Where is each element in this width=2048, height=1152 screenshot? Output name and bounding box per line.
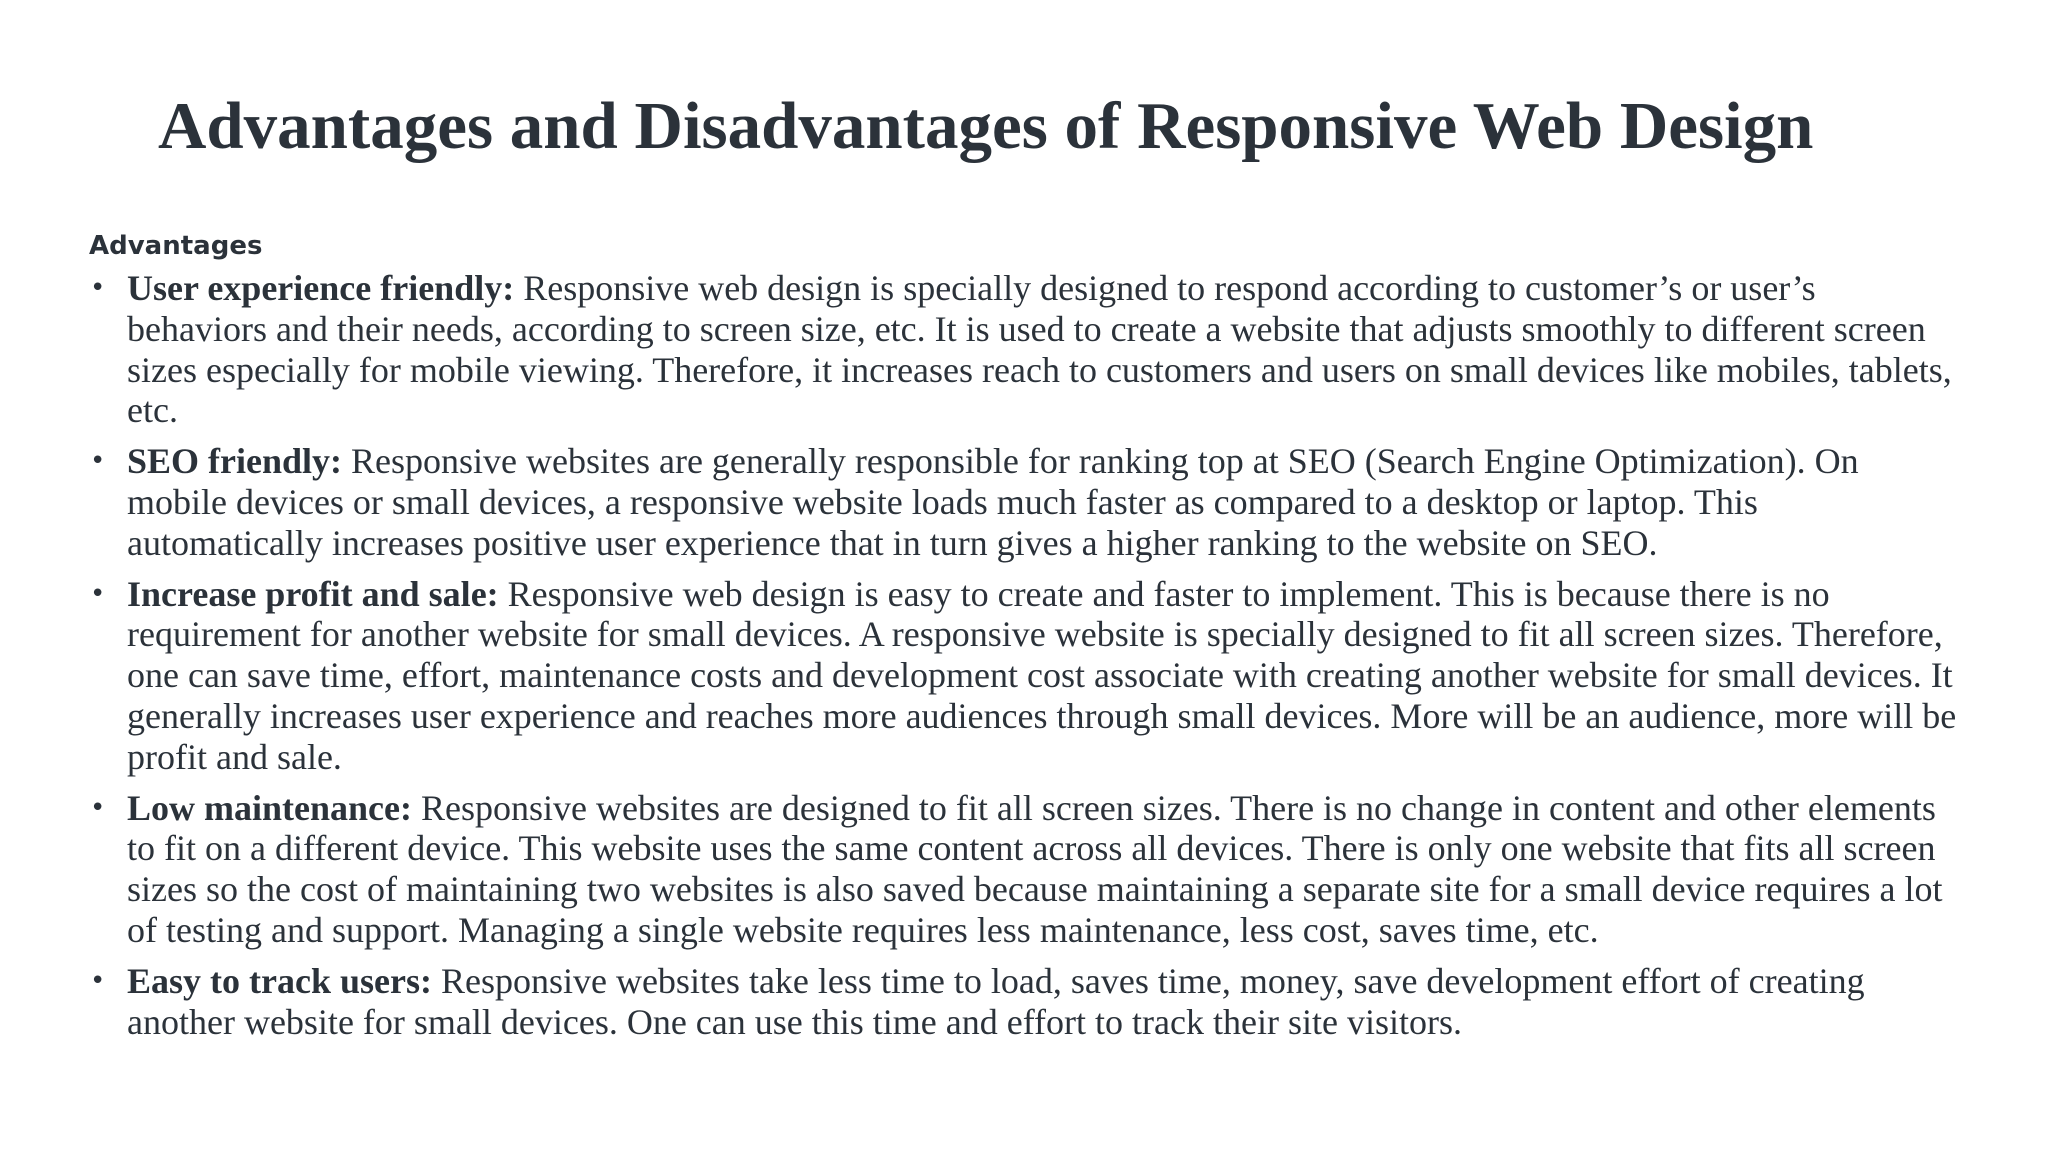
bullet-term: Increase profit and sale: bbox=[127, 573, 499, 614]
bullet-icon: • bbox=[90, 578, 106, 609]
bullet-item-user-experience bbox=[89, 268, 1959, 431]
bullet-text: Responsive web design is easy to create and faster to implement. This is because there is no requirement for another website for small devices. A responsive website is specially designed to fit all screen sizes. Therefore, one can save time, effort, maintenance costs and development cost associate with creating another website for small devices. It generally increases user experience and reaches more audiences through small devices. More will be an audience, more will be profit and sale. bbox=[127, 573, 1957, 777]
bullet-term: Easy to track users: bbox=[127, 960, 432, 1001]
slide-title: Advantages and Disadvantages of Responsive Web Design bbox=[158, 89, 1814, 163]
advantages-list bbox=[89, 268, 1959, 1052]
bullet-icon: • bbox=[90, 273, 106, 303]
bullet-text: Responsive websites are generally responsible for ranking top at SEO (Search Engine Optimization). On mobile devices or small devices, a responsive website loads much faster as compared to a desktop or laptop. This automatically increases positive user experience that in turn gives a higher ranking to the website on SEO. bbox=[127, 441, 1859, 563]
bullet-term: SEO friendly: bbox=[127, 441, 343, 482]
bullet-text: Responsive websites are designed to fit all screen sizes. There is no change in content and other elements to fit on a different device. This website uses the same content across all devices. There is only one website that fits all screen sizes so the cost of maintaining two websites is also saved because maintaining a separate site for a small device requires a lot of testing and support. Managing a single website requires less maintenance, less cost, saves time, etc. bbox=[127, 787, 1943, 950]
bullet-icon: • bbox=[90, 965, 106, 996]
bullet-icon: • bbox=[90, 792, 106, 823]
bullet-term: User experience friendly: bbox=[127, 268, 515, 308]
bullet-text: Responsive websites take less time to load, saves time, money, save development effort of creating another website for small devices. One can use this time and effort to track their site visitors. bbox=[127, 960, 1865, 1042]
bullet-text: Responsive web design is specially designed to respond according to customer’s or user’s behaviors and their needs, according to screen size, etc. It is used to create a website that adjusts smoothly to different screen sizes especially for mobile viewing. Therefore, it increases reach to customers and users on small devices like mobiles, tablets, etc. bbox=[127, 268, 1952, 431]
section-heading-advantages: Advantages bbox=[89, 231, 263, 261]
bullet-item-profit-and-sale bbox=[89, 574, 1959, 778]
bullet-icon: • bbox=[90, 446, 106, 477]
bullet-term: Low maintenance: bbox=[127, 787, 412, 828]
bullet-item-track-users bbox=[89, 961, 1959, 1043]
bullet-item-seo-friendly bbox=[89, 441, 1959, 563]
bullet-item-low-maintenance bbox=[89, 788, 1959, 951]
